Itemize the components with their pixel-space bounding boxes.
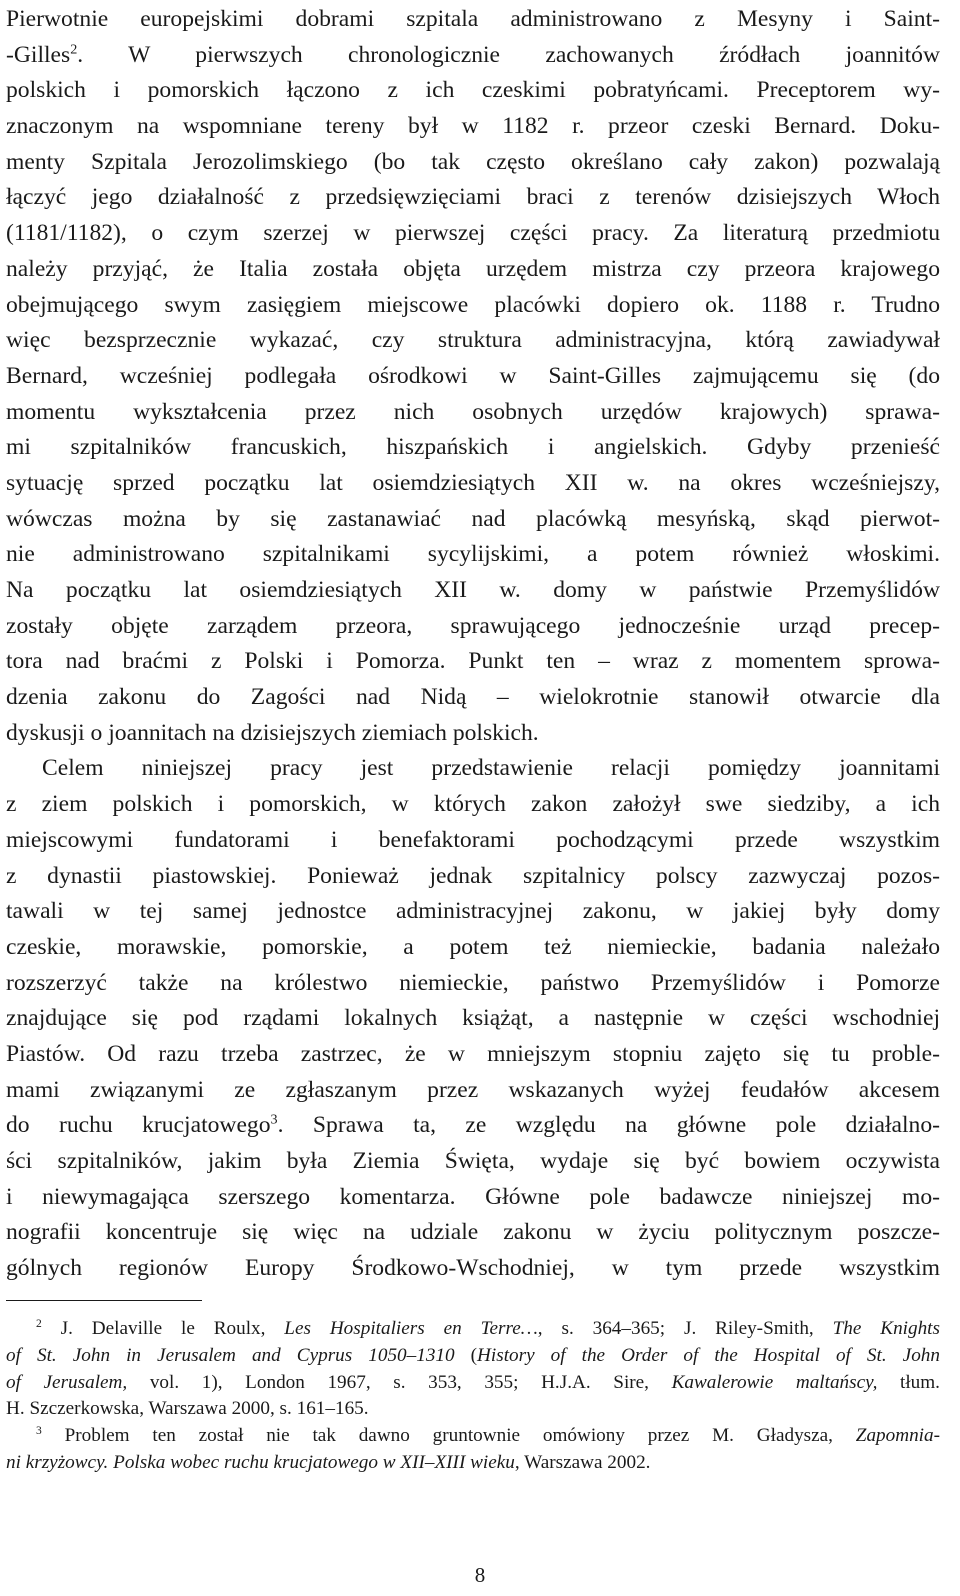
text-line: czeskie, morawskie, pomorskie, a potem też niemieckie, badania należało <box>6 933 940 960</box>
text-line: wówczas można by się zastanawiać nad placówką mesyńską, skąd pierwot- <box>6 505 940 532</box>
text-line: nie administrowano szpitalnikami sycylijskimi, a potem również włoskimi. <box>6 541 940 568</box>
footnotes <box>6 1316 940 1477</box>
text-line: dyskusji o joannitach na dzisiejszych ziemiach polskich. <box>6 719 539 746</box>
page-number: 8 <box>474 1563 486 1587</box>
footnote-ref-3[interactable]: 3 <box>270 1111 278 1128</box>
text-line: tora nad braćmi z Polski i Pomorza. Punkt ten – wraz z momentem sprowa- <box>6 648 940 675</box>
text-line: nografii koncentruje się więc na udziale zakonu w życiu politycznym poszcze- <box>6 1219 940 1246</box>
footnote-separator <box>6 1300 202 1301</box>
text-line: znajdujące się pod rządami lokalnych książąt, a następnie w części wschodniej <box>6 1005 940 1032</box>
text-line: łączyć jego działalność z przedsięwzięciami braci z terenów dzisiejszych Włoch <box>6 184 940 211</box>
footnote-ref-2[interactable]: 2 <box>70 41 78 58</box>
text-line: ści szpitalników, jakim była Ziemia Święta, wydaje się być bowiem oczywista <box>6 1148 940 1174</box>
text-line: Piastów. Od razu trzeba zastrzec, że w mniejszym stopniu zajęto się tu proble- <box>6 1040 940 1067</box>
text-line: znaczonym na wspomniane tereny był w 1182 r. przeor czeski Bernard. Doku- <box>6 113 940 140</box>
footnote-line: of Jerusalem, vol. 1), London 1967, s. 353, 355; H.J.A. Sire, Kawalerowie maltańscy, tłum. <box>6 1371 940 1393</box>
footnote-line: H. Szczerkowska, Warszawa 2000, s. 161–165. <box>6 1398 369 1420</box>
text-line: sytuację sprzed początku lat osiemdziesiątych XII w. na okres wcześniejszy, <box>6 469 940 496</box>
text-line: mi szpitalników francuskich, hiszpańskich i angielskich. Gdyby przenieść <box>6 434 940 461</box>
footnote-line: ni krzyżowcy. Polska wobec ruchu krucjatowego w XII–XIII wieku, Warszawa 2002. <box>6 1451 651 1473</box>
footnote-2: $^2$ J. Delaville le Roulx, Les Hospitaliers en Terre…, s. 364–365; J. Riley-Smith, The Knights <box>36 1318 940 1339</box>
footnote-3: $^3$ Problem ten został nie tak dawno gruntownie omówiony przez M. Gładysza, Zapomnia- <box>36 1425 940 1447</box>
text-line: więc bezsprzecznie wykazać, czy struktura administracyjna, którą zawiadywał <box>6 327 940 354</box>
text-line: Pierwotnie europejskimi dobrami szpitala administrowano z Mesyny i Saint- <box>6 6 940 32</box>
text-line: rozszerzyć także na królestwo niemieckie, państwo Przemyślidów i Pomorze <box>6 969 940 996</box>
text-line: zostały objęte zarządem przeora, sprawującego jednocześnie urząd precep- <box>6 612 940 639</box>
text-line: (1181/1182), o czym szerzej w pierwszej części pracy. Za literaturą przedmiotu <box>6 220 940 247</box>
text-line: z dynastii piastowskiej. Ponieważ jednak szpitalnicy polscy zazwyczaj pozos- <box>6 862 940 889</box>
text-line: obejmującego swym zasięgiem miejscowe placówki dopiero ok. 1188 r. Trudno <box>6 291 940 318</box>
text-line: Bernard, wcześniej podlegała ośrodkowi w Saint-Gilles zajmującemu się (do <box>6 362 940 389</box>
text-line: należy przyjąć, że Italia została objęta urzędem mistrza czy przeora krajowego <box>6 255 940 282</box>
text-line: -Gilles$^2$. W pierwszych chronologicznie zachowanych źródłach joannitów <box>6 41 940 68</box>
text-line: miejscowymi fundatorami i benefaktorami pochodzącymi przede wszystkim <box>6 826 940 853</box>
text-line: i niewymagająca szerszego komentarza. Główne pole badawcze niniejszej mo- <box>6 1183 940 1210</box>
footnote-line: of St. John in Jerusalem and Cyprus 1050–1310 (History of the Order of the Hospital of St. John <box>6 1344 940 1366</box>
text-line: Celem niniejszej pracy jest przedstawienie relacji pomiędzy joannitami <box>42 755 940 782</box>
text-line: gólnych regionów Europy Środkowo-Wschodniej, w tym przede wszystkim <box>6 1255 940 1282</box>
text-line: momentu wykształcenia przez nich osobnych urzędów krajowych) sprawa- <box>6 398 940 425</box>
text-line: polskich i pomorskich łączono z ich czeskimi pobratyńcami. Preceptorem wy- <box>6 77 940 104</box>
text-line: mami związanymi ze zgłaszanym przez wskazanych wyżej feudałów akcesem <box>6 1076 940 1103</box>
text-line: tawali w tej samej jednostce administracyjnej zakonu, w jakiej były domy <box>6 898 940 925</box>
text-line: z ziem polskich i pomorskich, w których zakon założył swe siedziby, a ich <box>6 791 940 818</box>
main-text <box>6 2 940 1287</box>
text-line: Na początku lat osiemdziesiątych XII w. domy w państwie Przemyślidów <box>6 577 940 603</box>
text-line: do ruchu krucjatowego$^3$. Sprawa ta, ze względu na główne pole działalno- <box>6 1111 940 1139</box>
text-line: dzenia zakonu do Zagości nad Nidą – wielokrotnie stanowił otwarcie dla <box>6 684 940 711</box>
text-line: menty Szpitala Jerozolimskiego (bo tak często określano cały zakon) pozwalają <box>6 148 940 175</box>
